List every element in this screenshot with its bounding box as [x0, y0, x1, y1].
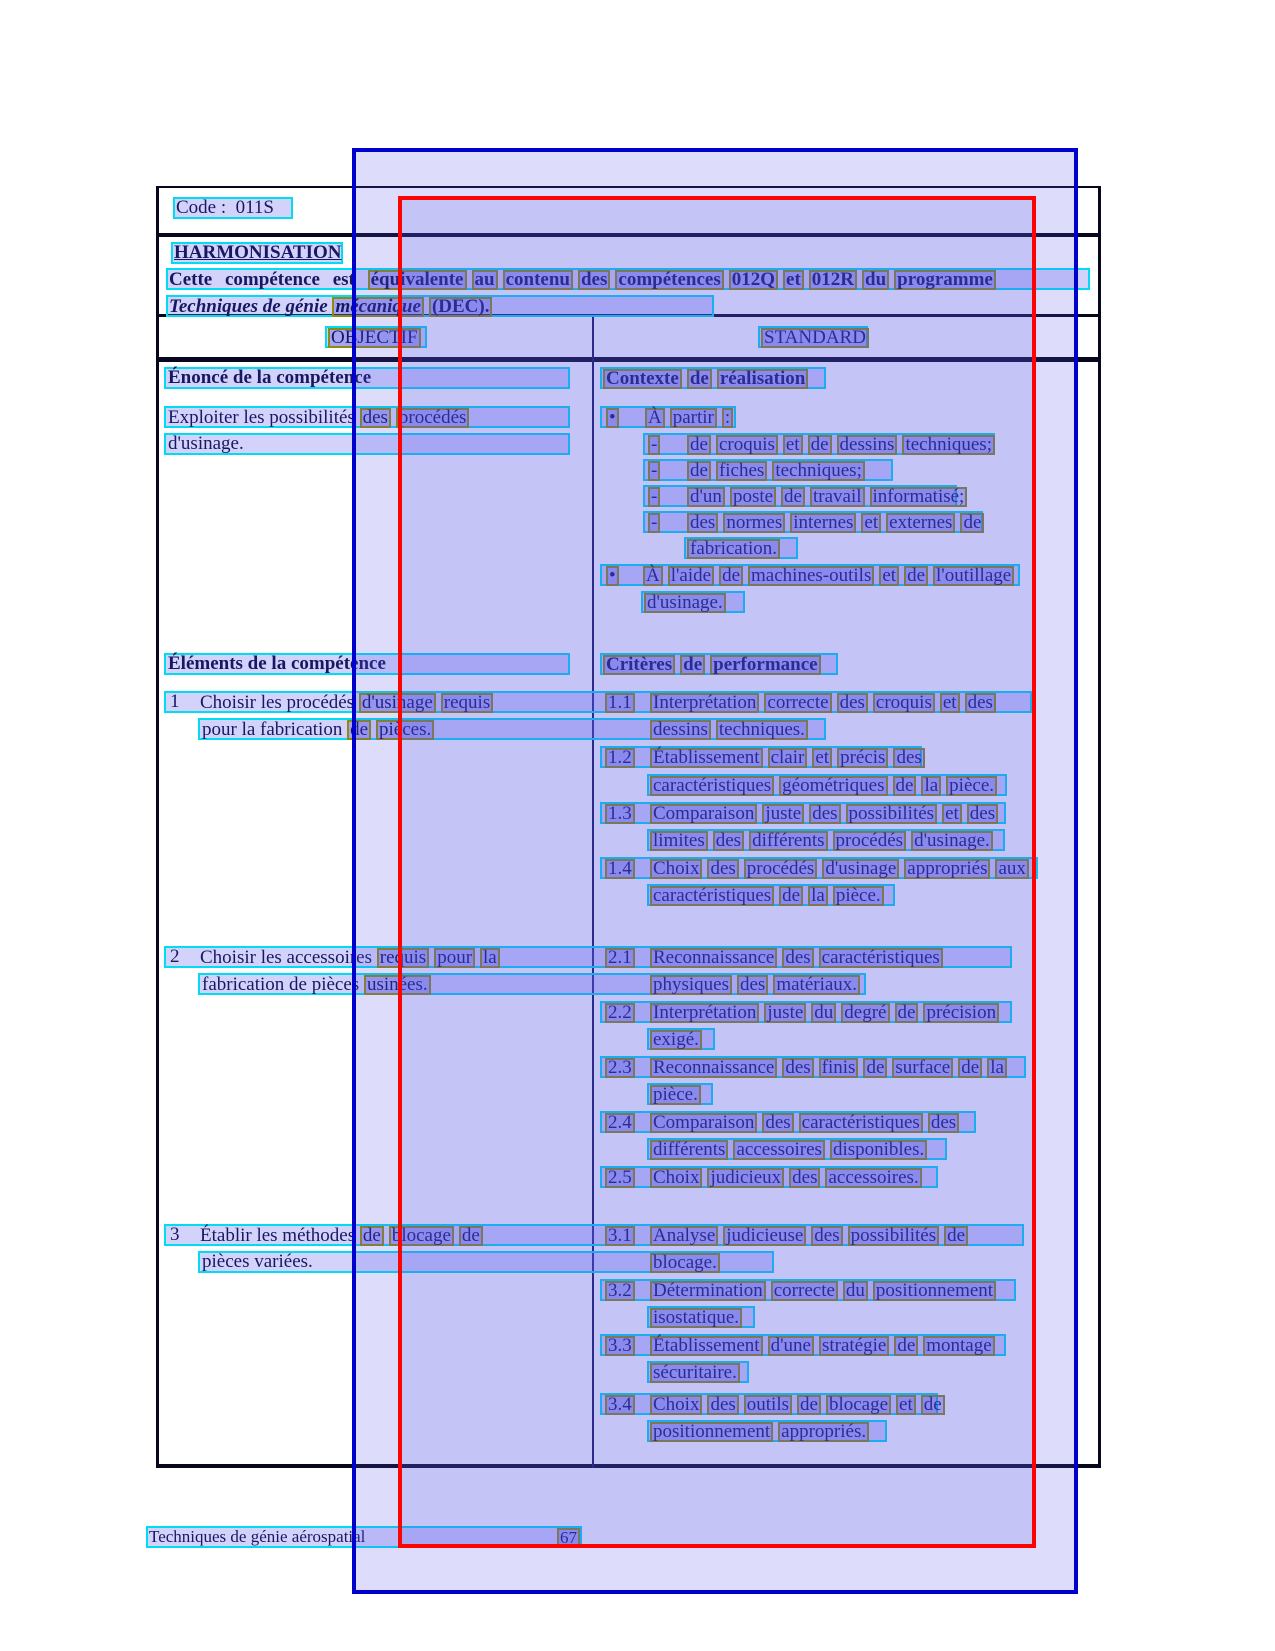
critere-2-3a	[600, 1056, 1026, 1078]
word-box: de	[921, 1395, 945, 1415]
harmonisation-text-1	[166, 268, 1090, 290]
word-box: degré	[841, 1003, 889, 1023]
word-box: poste	[730, 487, 776, 507]
word-box: 67	[557, 1528, 580, 1548]
word-box: mécanique	[332, 297, 424, 317]
footer-line	[146, 1526, 582, 1548]
table-border-right	[1098, 186, 1101, 1468]
contexte-bullet-1	[600, 406, 736, 428]
word-box: géométriques	[779, 776, 887, 796]
critere-2-4a	[600, 1111, 976, 1133]
word-box: d'usinage.	[911, 831, 993, 851]
word-box: fiches	[716, 461, 767, 481]
word-box: d'une	[768, 1336, 814, 1356]
word-box: correcte	[764, 693, 831, 713]
word-box: du	[862, 270, 889, 290]
word-box: caractéristiques	[799, 1113, 923, 1133]
word-box: blocage.	[650, 1253, 720, 1273]
word-box: procédés	[744, 859, 818, 879]
word-box: informatisé;	[870, 487, 968, 507]
word-box: normes	[723, 513, 785, 533]
plain-text: Éléments de la compétence	[168, 653, 386, 674]
word-box: des	[707, 1395, 738, 1415]
word-box: correcte	[771, 1281, 838, 1301]
word-box: juste	[762, 804, 804, 824]
word-box: possibilités	[846, 804, 938, 824]
col-header-objectif	[325, 326, 427, 348]
word-box: sécuritaire.	[650, 1363, 740, 1383]
word-box: matériaux.	[773, 975, 860, 995]
word-box: et	[879, 566, 899, 586]
word-box: des	[687, 513, 718, 533]
critere-3-4b	[647, 1420, 887, 1442]
word-box: outils	[744, 1395, 792, 1415]
word-box: 1.2	[605, 748, 635, 768]
word-box: et	[861, 513, 881, 533]
col-header-standard	[758, 326, 868, 348]
word-box: aux	[995, 859, 1028, 879]
word-box: des	[713, 831, 744, 851]
word-box: de	[808, 435, 832, 455]
critere-3-3a	[600, 1334, 1006, 1356]
word-box: Interprétation	[650, 1003, 759, 1023]
word-box: surface	[892, 1058, 953, 1078]
word-box: des	[360, 408, 391, 428]
contexte-sub-4	[643, 511, 983, 533]
critere-2-4b	[647, 1138, 947, 1160]
word-box: Reconnaissance	[650, 1058, 777, 1078]
contexte-sub-3	[643, 485, 965, 507]
word-box: et	[812, 748, 832, 768]
plain-text: Techniques de génie	[169, 296, 333, 317]
critere-1-2b	[647, 774, 1007, 796]
word-box: 2.4	[605, 1113, 635, 1133]
word-box: la	[921, 776, 941, 796]
word-box: et	[940, 693, 960, 713]
word-box: différents	[749, 831, 827, 851]
word-box: des	[737, 975, 768, 995]
word-box: des	[578, 270, 610, 290]
critere-1-4a	[600, 857, 1038, 879]
word-box: la	[480, 948, 500, 968]
word-box: OBJECTIF	[328, 328, 421, 348]
plain-text: Techniques de génie aérospatial	[149, 1527, 366, 1546]
plain-text: d'usinage.	[168, 433, 244, 454]
word-box: équivalente	[368, 270, 467, 290]
word-box: compétences	[615, 270, 723, 290]
word-box: techniques;	[772, 461, 865, 481]
element-2-line-1	[164, 946, 1012, 968]
word-box: caractéristiques	[650, 776, 774, 796]
word-box: requis	[441, 693, 493, 713]
word-box: d'usinage	[822, 859, 899, 879]
word-box: des	[762, 1113, 793, 1133]
word-box: et	[783, 435, 803, 455]
word-box: réalisation	[717, 369, 809, 389]
plain-text: Cette compétence est	[169, 269, 368, 290]
word-box: Établissement	[650, 748, 763, 768]
plain-text: 2	[170, 946, 180, 967]
word-box: appropriés	[904, 859, 990, 879]
heading-elements	[164, 653, 570, 675]
word-box: techniques.	[716, 720, 808, 740]
harmonisation-text-2	[166, 295, 714, 317]
code-line	[173, 197, 293, 219]
plain-text: Établir les méthodes	[200, 1225, 360, 1246]
word-box: de	[347, 720, 371, 740]
word-box: des	[967, 804, 998, 824]
word-box: de	[960, 513, 984, 533]
word-box: appropriés.	[778, 1422, 869, 1442]
word-box: possibilités	[848, 1226, 940, 1246]
word-box: de	[687, 435, 711, 455]
word-box: juste	[764, 1003, 806, 1023]
critere-3-2a	[600, 1279, 1016, 1301]
word-box: pour	[434, 948, 475, 968]
word-box: de	[459, 1226, 483, 1246]
word-box: croquis	[873, 693, 935, 713]
word-box: du	[811, 1003, 836, 1023]
table-rule-below-headers	[156, 357, 1101, 362]
word-box: de	[904, 566, 928, 586]
word-box: externes	[886, 513, 955, 533]
word-box: usinées.	[364, 975, 431, 995]
word-box: pièce.	[650, 1085, 701, 1105]
word-box: différents	[650, 1140, 728, 1160]
contexte-sub-1	[643, 433, 995, 455]
word-box: 1.4	[605, 859, 635, 879]
word-box: -	[648, 435, 660, 455]
word-box: positionnement	[650, 1422, 773, 1442]
word-box: Comparaison	[650, 804, 757, 824]
word-box: de	[779, 886, 803, 906]
word-box: de	[894, 1336, 918, 1356]
word-box: et	[896, 1395, 916, 1415]
word-box: au	[472, 270, 498, 290]
word-box: 012Q	[729, 270, 778, 290]
word-box: 1.1	[605, 693, 635, 713]
word-box: dessins	[837, 435, 898, 455]
word-box: 3.4	[605, 1395, 635, 1415]
word-box: la	[808, 886, 828, 906]
element-1-line-1	[164, 691, 1032, 713]
contexte-sub-4b	[684, 537, 798, 559]
table-border-left	[156, 186, 159, 1468]
word-box: procédés	[833, 831, 907, 851]
word-box: de	[797, 1395, 821, 1415]
word-box: Détermination	[650, 1281, 766, 1301]
word-box: limites	[650, 831, 708, 851]
word-box: programme	[894, 270, 996, 290]
word-box: de	[781, 487, 805, 507]
word-box: des	[782, 1058, 813, 1078]
word-box: des	[707, 859, 738, 879]
word-box: physiques	[650, 975, 732, 995]
word-box: À	[645, 408, 665, 428]
word-box: Contexte	[603, 369, 682, 389]
word-box: de	[680, 655, 705, 675]
word-box: •	[606, 566, 619, 586]
word-box: caractéristiques	[650, 886, 774, 906]
word-box: pièce.	[946, 776, 997, 796]
table-border-top	[156, 186, 1101, 188]
heading-contexte	[600, 367, 826, 389]
word-box: travail	[810, 487, 865, 507]
critere-1-3b	[647, 829, 1005, 851]
word-box: de	[687, 369, 712, 389]
word-box: des	[811, 1226, 842, 1246]
word-box: 2.5	[605, 1168, 635, 1188]
word-box: et	[783, 270, 804, 290]
table-rule-below-code	[156, 233, 1101, 237]
word-box: croquis	[716, 435, 778, 455]
critere-2-5	[600, 1166, 938, 1188]
word-box: disponibles.	[830, 1140, 927, 1160]
word-box: -	[648, 487, 660, 507]
word-box: accessoires.	[825, 1168, 921, 1188]
element-1-line-2	[198, 718, 826, 740]
word-box: STANDARD	[761, 328, 869, 348]
word-box: l'aide	[668, 566, 714, 586]
word-box: judicieux	[707, 1168, 784, 1188]
plain-text: Code : 011S	[176, 197, 274, 218]
critere-3-4a	[600, 1393, 942, 1415]
word-box: :	[722, 408, 733, 428]
word-box: de	[687, 461, 711, 481]
word-box: Analyse	[650, 1226, 718, 1246]
harmonisation-heading	[171, 242, 343, 264]
word-box: dessins	[650, 720, 711, 740]
word-box: 1.3	[605, 804, 635, 824]
word-box: stratégie	[819, 1336, 889, 1356]
plain-text: pièces variées.	[202, 1251, 313, 1272]
word-box: des	[837, 693, 868, 713]
plain-text: Choisir les procédés	[200, 692, 359, 713]
contexte-bullet-2b	[641, 591, 745, 613]
word-box: -	[648, 513, 660, 533]
element-3-line-1	[164, 1224, 1024, 1246]
word-box: de	[958, 1058, 982, 1078]
plain-text: Énoncé de la compétence	[168, 367, 372, 388]
word-box: 2.3	[605, 1058, 635, 1078]
word-box: techniques;	[902, 435, 995, 455]
plain-text: HARMONISATION	[174, 242, 342, 263]
word-box: montage	[923, 1336, 994, 1356]
word-box: partir	[670, 408, 717, 428]
word-box: d'usinage	[359, 693, 436, 713]
word-box: accessoires	[733, 1140, 824, 1160]
word-box: de	[893, 776, 917, 796]
plain-text: 1	[170, 691, 180, 712]
word-box: exigé.	[650, 1030, 702, 1050]
plain-text: Choisir les accessoires	[200, 947, 377, 968]
word-box: et	[942, 804, 962, 824]
word-box: 012R	[809, 270, 857, 290]
word-box: des	[893, 748, 924, 768]
contexte-sub-2	[643, 459, 893, 481]
element-3-line-2	[198, 1251, 774, 1273]
word-box: la	[987, 1058, 1007, 1078]
word-box: 2.2	[605, 1003, 635, 1023]
word-box: des	[965, 693, 996, 713]
word-box: Comparaison	[650, 1113, 757, 1133]
critere-3-2b	[647, 1306, 755, 1328]
word-box: Choix	[650, 859, 702, 879]
word-box: pièce.	[833, 886, 884, 906]
word-box: Reconnaissance	[650, 948, 777, 968]
enonce-line-2	[164, 433, 570, 455]
critere-2-2a	[600, 1001, 1012, 1023]
table-border-bottom	[156, 1464, 1101, 1468]
word-box: pièces.	[376, 720, 434, 740]
critere-2-3b	[647, 1083, 713, 1105]
word-box: finis	[819, 1058, 859, 1078]
enonce-line-1	[164, 406, 570, 428]
word-box: de	[895, 1003, 919, 1023]
word-box: blocage	[389, 1226, 454, 1246]
word-box: d'un	[687, 487, 725, 507]
word-box: de	[360, 1226, 384, 1246]
heading-criteres	[600, 653, 838, 675]
word-box: 2.1	[605, 948, 635, 968]
word-box: positionnement	[873, 1281, 996, 1301]
word-box: du	[843, 1281, 868, 1301]
critere-1-3a	[600, 802, 1006, 824]
plain-text: Exploiter les possibilités	[168, 407, 360, 428]
word-box: de	[944, 1226, 968, 1246]
word-box: isostatique.	[650, 1308, 742, 1328]
word-box: de	[863, 1058, 887, 1078]
word-box: internes	[790, 513, 856, 533]
word-box: 3.2	[605, 1281, 635, 1301]
word-box: requis	[377, 948, 429, 968]
critere-3-3b	[647, 1361, 749, 1383]
word-box: des	[928, 1113, 959, 1133]
word-box: d'usinage.	[644, 593, 726, 613]
contexte-bullet-2	[600, 564, 1020, 586]
word-box: procédés	[396, 408, 470, 428]
word-box: Choix	[650, 1395, 702, 1415]
critere-2-2b	[647, 1028, 715, 1050]
word-box: Établissement	[650, 1336, 763, 1356]
word-box: 3.1	[605, 1226, 635, 1246]
word-box: Choix	[650, 1168, 702, 1188]
word-box: À	[643, 566, 663, 586]
word-box: Critères	[603, 655, 675, 675]
word-box: de	[719, 566, 743, 586]
table-column-divider	[592, 315, 594, 1468]
word-box: caractéristiques	[819, 948, 943, 968]
word-box: des	[809, 804, 840, 824]
word-box: Interprétation	[650, 693, 759, 713]
element-2-line-2	[198, 973, 866, 995]
word-box: judicieuse	[723, 1226, 806, 1246]
word-box: fabrication.	[687, 539, 780, 559]
word-box: performance	[710, 655, 820, 675]
plain-text: fabrication de pièces	[202, 974, 364, 995]
word-box: -	[648, 461, 660, 481]
plain-text: pour la fabrication	[202, 719, 348, 740]
word-box: blocage	[826, 1395, 891, 1415]
word-box: des	[782, 948, 813, 968]
critere-1-2a	[600, 746, 922, 768]
word-box: machines-outils	[748, 566, 874, 586]
word-box: clair	[768, 748, 808, 768]
plain-text: 3	[170, 1224, 180, 1245]
heading-enonce	[164, 367, 570, 389]
critere-1-4b	[647, 884, 895, 906]
word-box: l'outillage	[933, 566, 1014, 586]
word-box: précision	[923, 1003, 999, 1023]
word-box: 3.3	[605, 1336, 635, 1356]
word-box: précis	[837, 748, 888, 768]
word-box: (DEC).	[429, 297, 493, 317]
word-box: contenu	[503, 270, 573, 290]
word-box: des	[789, 1168, 820, 1188]
word-box: •	[606, 408, 619, 428]
